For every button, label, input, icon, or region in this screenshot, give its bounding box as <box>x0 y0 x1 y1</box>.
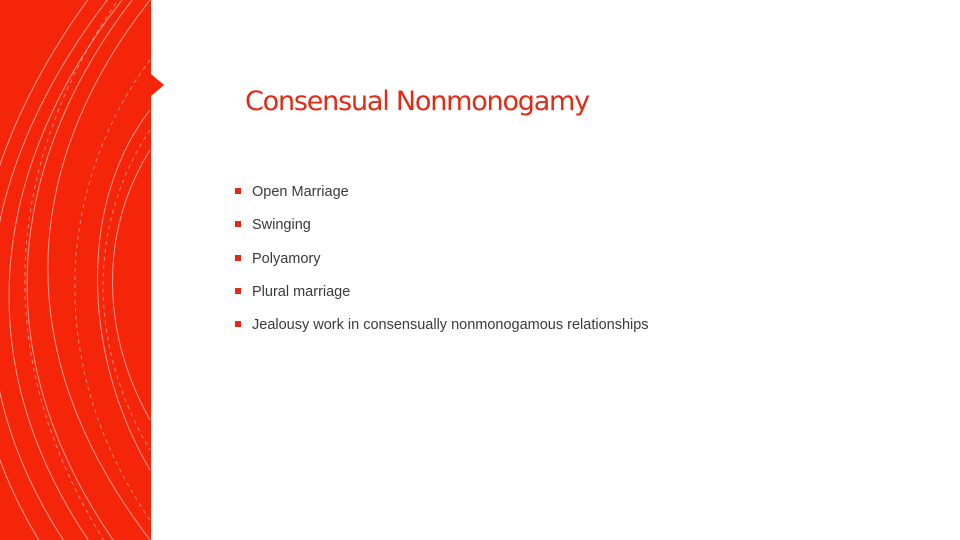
square-bullet-icon <box>235 288 241 294</box>
bullet-text: Swinging <box>252 217 311 234</box>
bullet-text: Plural marriage <box>252 283 351 300</box>
bullet-text: Open Marriage <box>252 184 349 200</box>
bullet-list <box>235 182 649 348</box>
list-item <box>235 215 649 248</box>
list-item <box>235 282 649 315</box>
slide-title: Consensual Nonmonogamy <box>245 86 589 117</box>
square-bullet-icon <box>235 188 241 194</box>
decorative-arcs <box>0 0 151 540</box>
side-panel-pointer <box>151 74 164 96</box>
decorative-side-panel <box>0 0 151 540</box>
square-bullet-icon <box>235 321 241 327</box>
square-bullet-icon <box>235 221 241 227</box>
square-bullet-icon <box>235 255 241 261</box>
bullet-text: Polyamory <box>252 250 321 267</box>
list-item <box>235 315 649 348</box>
list-item <box>235 182 649 215</box>
bullet-text: Jealousy work in consensually nonmonogamous relationships <box>252 317 649 334</box>
list-item <box>235 249 649 282</box>
